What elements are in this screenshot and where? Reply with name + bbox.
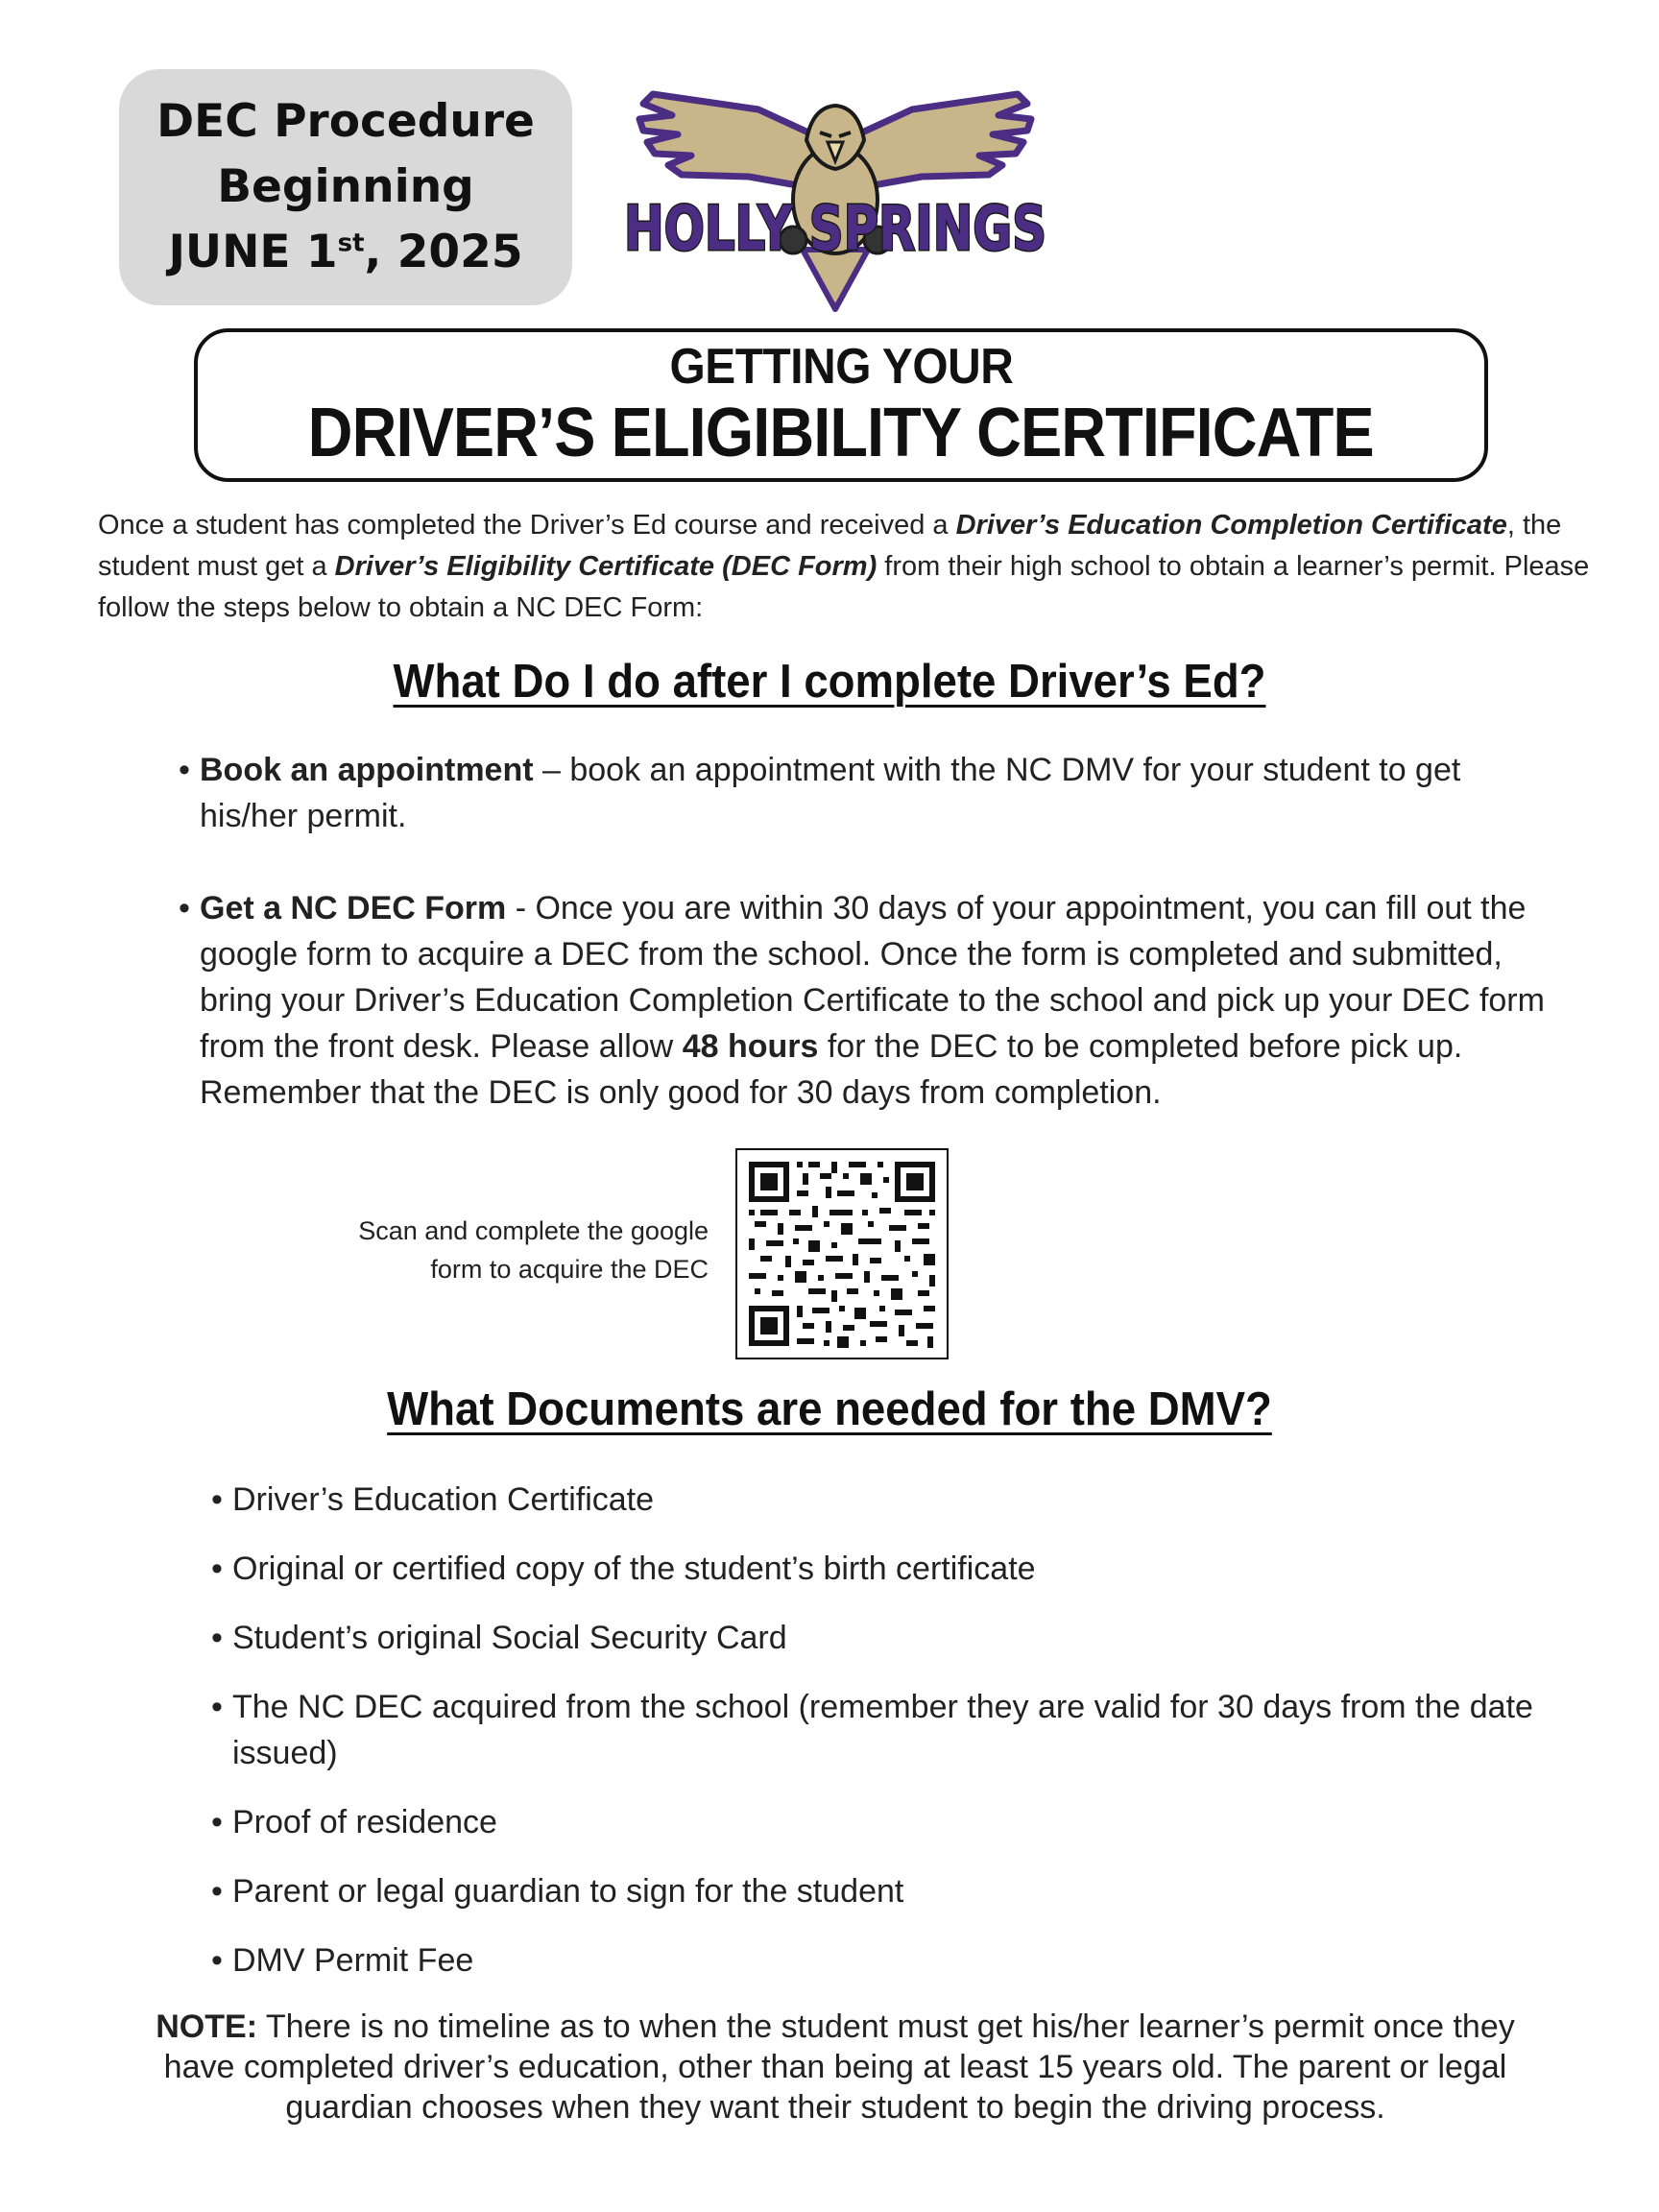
- step-1-bold: Book an appointment: [200, 752, 534, 788]
- date-badge: [119, 69, 572, 305]
- note-label: NOTE:: [156, 2008, 258, 2045]
- document-item: • DMV Permit Fee: [232, 1937, 1576, 1984]
- badge-line-1: DEC Procedure: [156, 95, 535, 148]
- document-item: • Proof of residence: [232, 1799, 1576, 1845]
- step-2-bold: Get a NC DEC Form: [200, 890, 507, 926]
- intro-paragraph: [98, 505, 1596, 629]
- intro-text-3: from their high school to obtain a learner’s permit. Please follow the steps below to obtain a NC DEC Form:: [98, 551, 1590, 623]
- qr-code[interactable]: [735, 1148, 949, 1359]
- step-2-bold-hours: 48 hours: [682, 1028, 819, 1065]
- intro-bold-2: Driver’s Eligibility Certificate (DEC Form): [334, 551, 878, 582]
- document-item: • Original or certified copy of the student’s birth certificate: [232, 1546, 1576, 1592]
- document-item: • Student’s original Social Security Card: [232, 1615, 1576, 1661]
- qr-caption-line-2: form to acquire the DEC: [430, 1255, 709, 1284]
- badge-date-suffix: , 2025: [364, 226, 523, 278]
- note-paragraph: [125, 2007, 1546, 2128]
- badge-date-sup: st: [337, 228, 365, 258]
- qr-caption: [307, 1212, 709, 1288]
- documents-list: [232, 1477, 1576, 2007]
- step-2-text-1: - Once you are within 30 days of your appointment, you can fill out the google form to acquire a DEC from the school. Once the form is completed and submitted, bring your Driver’s Education Completion Certificate to the school and pick up your DEC form from the front desk. Please allow: [200, 890, 1545, 1065]
- badge-date-prefix: JUNE 1: [168, 226, 338, 278]
- document-item: • The NC DEC acquired from the school (remember they are valid for 30 days from the date issued): [232, 1684, 1576, 1776]
- document-item: • Parent or legal guardian to sign for the student: [232, 1868, 1576, 1914]
- title-top: GETTING YOUR: [669, 339, 1013, 395]
- holly-springs-hawk-logo: [614, 86, 1056, 309]
- qr-caption-line-1: Scan and complete the google: [358, 1216, 709, 1245]
- step-book-appointment: [200, 747, 1563, 839]
- intro-text-1: Once a student has completed the Driver’s Ed course and received a: [98, 510, 956, 541]
- page-title: DRIVER’S ELIGIBILITY CERTIFICATE: [307, 395, 1375, 471]
- badge-line-2: Beginning: [217, 160, 474, 213]
- section-heading-after-drivers-ed: What Do I do after I complete Driver’s Ed?: [393, 656, 1266, 708]
- intro-text-2: , the student must get a: [98, 510, 1562, 582]
- logo-wordmark: HOLLY SPRINGS: [624, 194, 1046, 265]
- title-box: [194, 328, 1488, 482]
- steps-list: [200, 747, 1563, 1162]
- badge-line-3: [168, 220, 522, 285]
- intro-bold-1: Driver’s Education Completion Certificate: [955, 510, 1507, 541]
- step-1-text: – book an appointment with the NC DMV for your student to get his/her permit.: [200, 752, 1461, 834]
- step-2-text-2: for the DEC to be completed before pick up. Remember that the DEC is only good for 30 days from completion.: [200, 1028, 1463, 1111]
- step-get-dec-form: [200, 885, 1563, 1116]
- document-item: • Driver’s Education Certificate: [232, 1477, 1576, 1523]
- section-heading-documents: What Documents are needed for the DMV?: [387, 1383, 1272, 1435]
- note-text: There is no timeline as to when the student must get his/her learner’s permit once they have completed driver’s education, other than being at least 15 years old. The parent or legal guardian chooses when they want their student to begin the driving process.: [163, 2008, 1515, 2126]
